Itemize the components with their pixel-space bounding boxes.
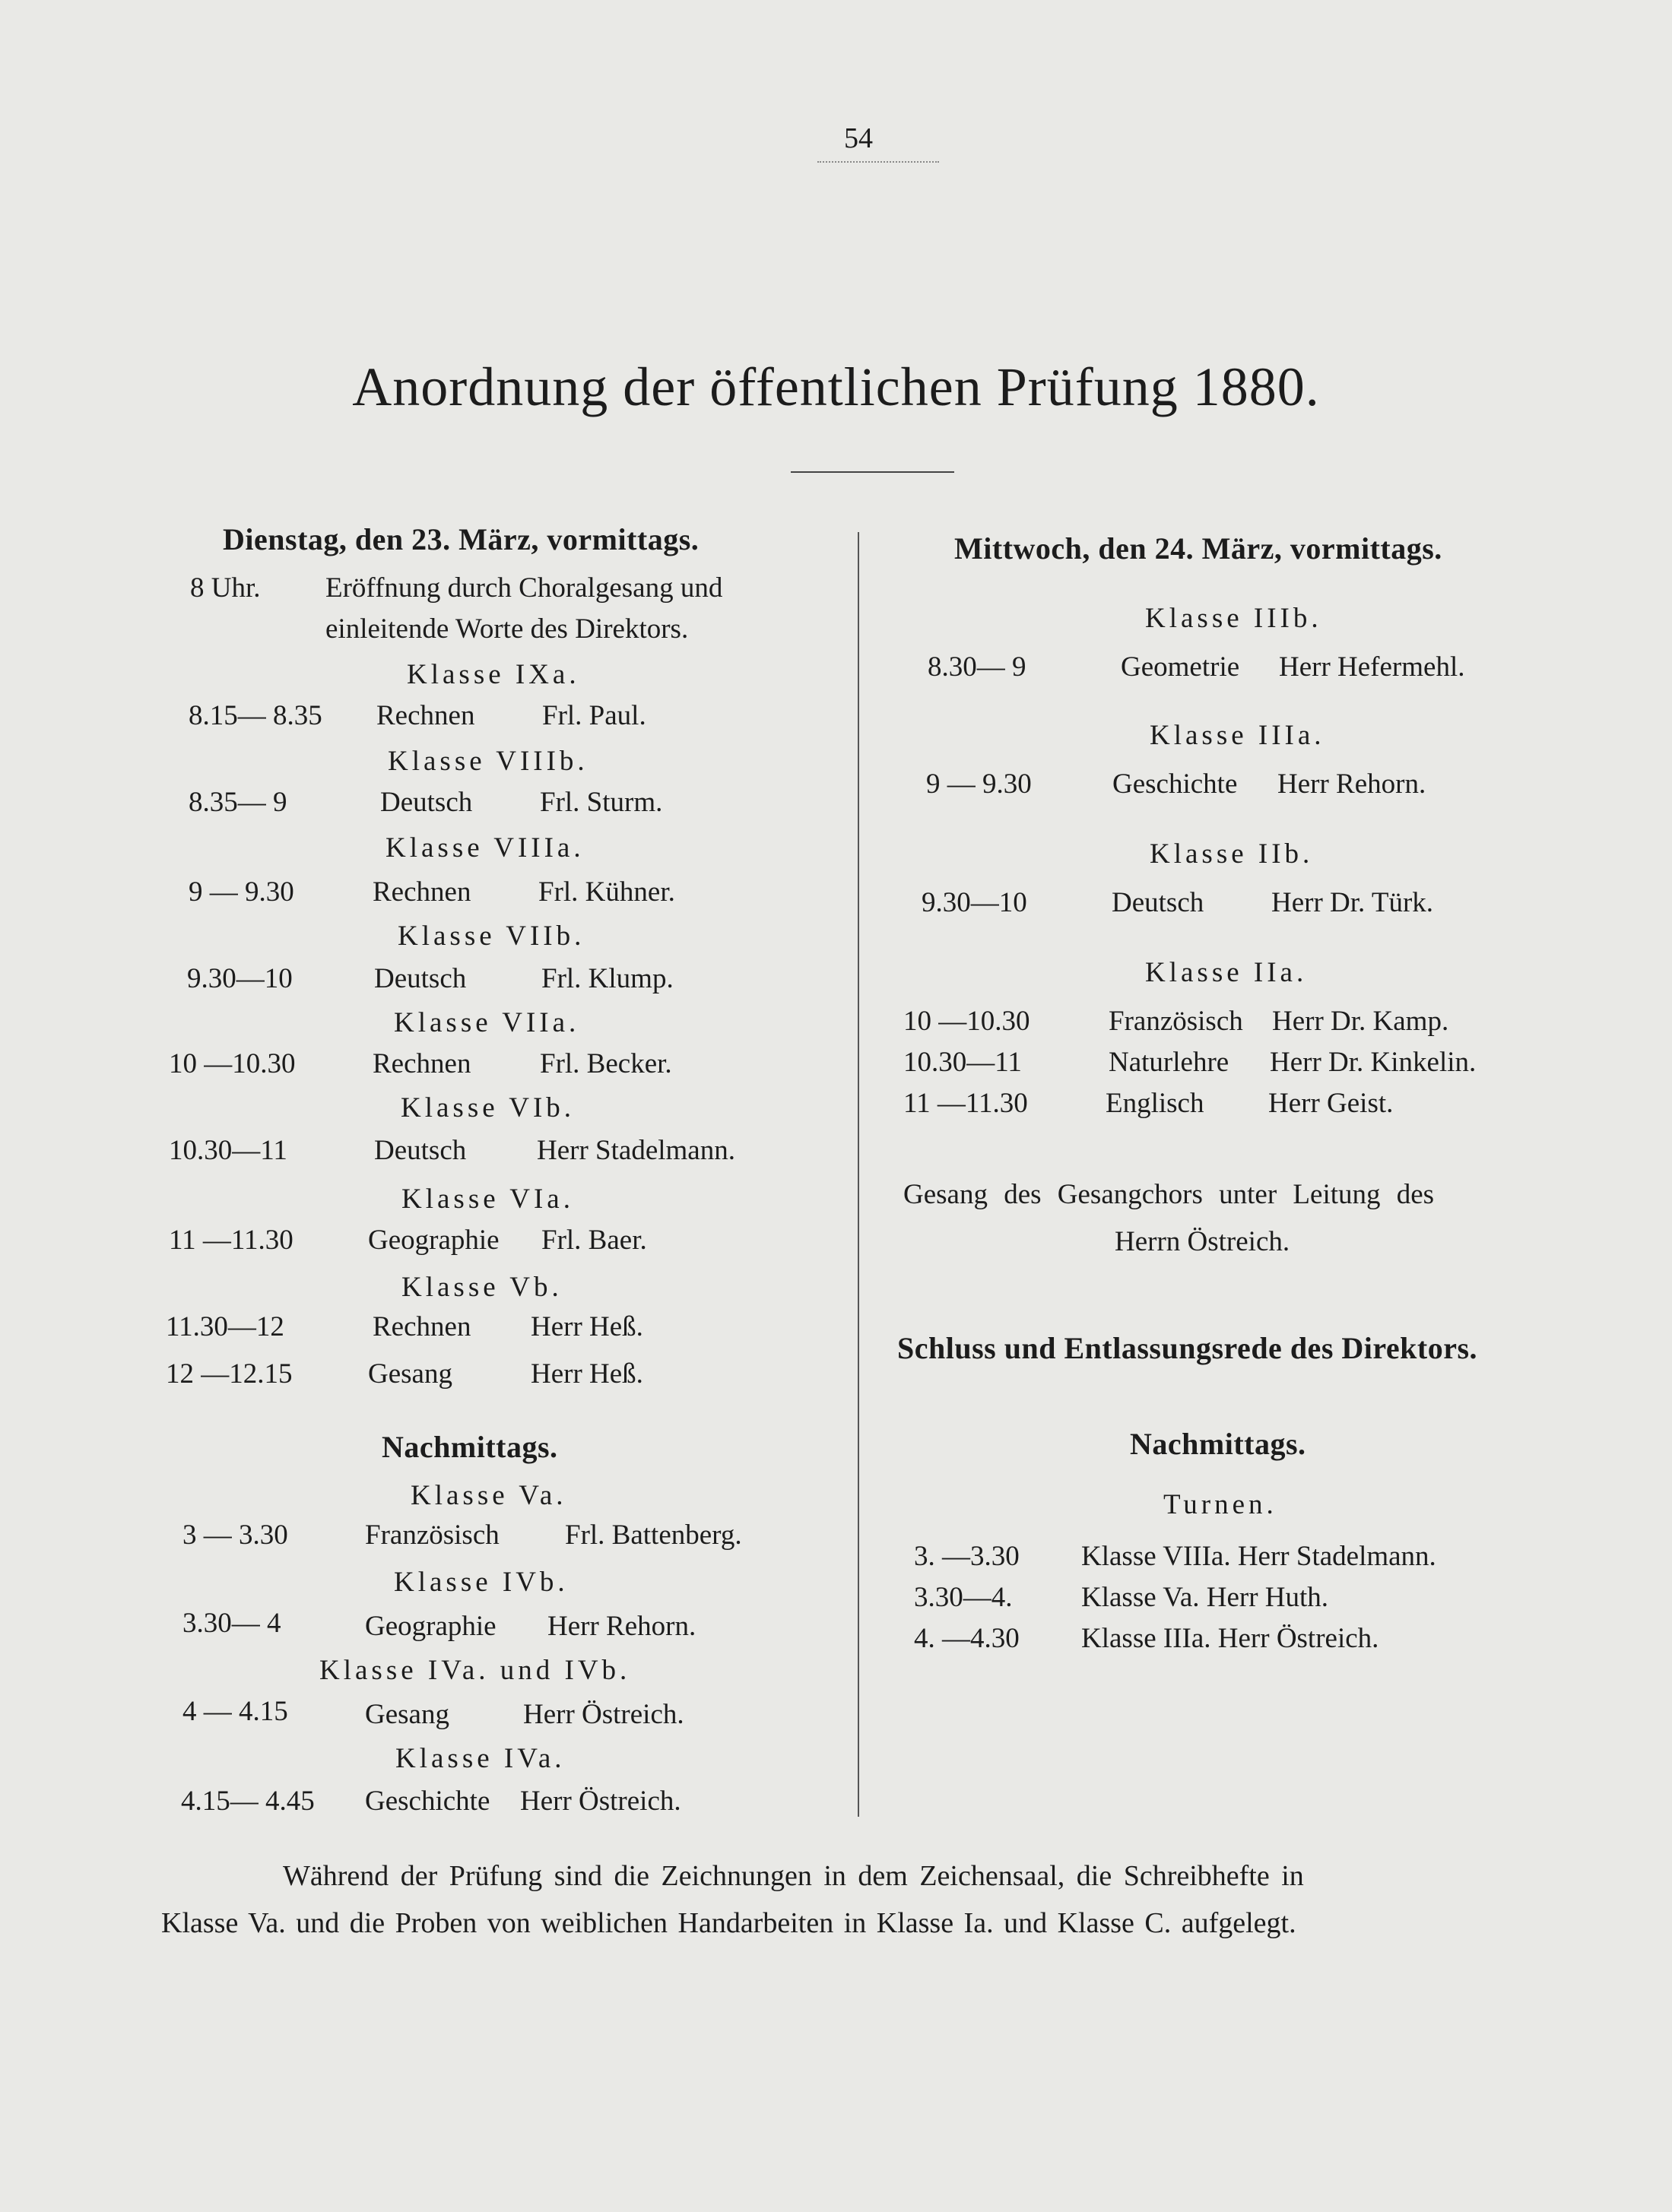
- teacher: Herr Dr. Kinkelin.: [1270, 1047, 1477, 1078]
- subject: Deutsch: [380, 787, 473, 818]
- teacher: Herr Dr. Türk.: [1271, 887, 1434, 918]
- time-slot: 3 — 3.30: [182, 1520, 288, 1551]
- turnen-entry: Klasse Va. Herr Huth.: [1081, 1582, 1329, 1613]
- time-slot: 3. —3.30: [914, 1541, 1020, 1572]
- time-slot: 10.30—11: [903, 1047, 1022, 1078]
- intro-text-1: Eröffnung durch Choralgesang und: [325, 572, 723, 604]
- subject: Französisch: [365, 1520, 500, 1551]
- klasse-label: Klasse VIb.: [401, 1092, 576, 1123]
- subject: Rechnen: [373, 876, 471, 908]
- klasse-label: Klasse Vb.: [401, 1272, 563, 1303]
- time-slot: 8.30— 9: [928, 651, 1026, 683]
- time-slot: 10.30—11: [169, 1135, 287, 1166]
- teacher: Herr Rehorn.: [547, 1611, 696, 1642]
- klasse-label: Klasse VIIb.: [398, 921, 585, 952]
- subject: Deutsch: [374, 1135, 467, 1166]
- time-slot: 12 —12.15: [166, 1358, 293, 1390]
- teacher: Herr Dr. Kamp.: [1272, 1006, 1449, 1037]
- subject: Gesang: [365, 1699, 449, 1730]
- klasse-label: Klasse IIIa.: [1150, 720, 1325, 751]
- klasse-label: Klasse Va.: [411, 1480, 567, 1511]
- time-slot: 3.30—4.: [914, 1582, 1013, 1613]
- time-slot: 10 —10.30: [169, 1048, 296, 1079]
- klasse-label: Klasse VIa.: [401, 1184, 574, 1215]
- teacher: Herr Heß.: [531, 1311, 643, 1342]
- klasse-label: Klasse IIIb.: [1145, 603, 1322, 634]
- subject: Rechnen: [373, 1048, 471, 1079]
- teacher: Herr Stadelmann.: [537, 1135, 735, 1166]
- gesang-line-1: Gesang des Gesangchors unter Leitung des: [903, 1179, 1435, 1210]
- time-slot: 4. —4.30: [914, 1623, 1020, 1654]
- teacher: Herr Östreich.: [520, 1786, 681, 1817]
- right-heading: Mittwoch, den 24. März, vormittags.: [954, 531, 1442, 566]
- time-slot: 10 —10.30: [903, 1006, 1030, 1037]
- teacher: Frl. Baer.: [541, 1225, 647, 1256]
- subject: Geschichte: [365, 1786, 490, 1817]
- subject: Gesang: [368, 1358, 452, 1390]
- time-slot: 8.35— 9: [189, 787, 287, 818]
- intro-text-2: einleitende Worte des Direktors.: [325, 613, 689, 645]
- teacher: Frl. Kühner.: [538, 876, 675, 908]
- teacher: Frl. Klump.: [541, 963, 674, 994]
- time-slot: 11 —11.30: [903, 1088, 1028, 1119]
- page-title: Anordnung der öffentlichen Prüfung 1880.: [352, 357, 1320, 417]
- left-heading: Dienstag, den 23. März, vormittags.: [223, 522, 700, 556]
- klasse-label: Klasse IIb.: [1150, 838, 1314, 870]
- time-slot: 9 — 9.30: [189, 876, 294, 908]
- klasse-label: Klasse VIIIb.: [388, 746, 589, 777]
- subject: Geographie: [368, 1225, 500, 1256]
- page-number: 54: [844, 122, 873, 154]
- time-slot: 9.30—10: [922, 887, 1027, 918]
- time-slot: 9.30—10: [187, 963, 293, 994]
- time-slot: 4.15— 4.45: [181, 1786, 315, 1817]
- time-slot: 11.30—12: [166, 1311, 284, 1342]
- footer-line-1: Während der Prüfung sind die Zeichnungen in dem Zeichensaal, die Schreibhefte in: [283, 1860, 1304, 1892]
- subject: Geometrie: [1121, 651, 1240, 683]
- klasse-label: Klasse VIIIa.: [385, 832, 585, 864]
- klasse-label: Klasse IVa.: [395, 1743, 566, 1774]
- teacher: Herr Östreich.: [523, 1699, 684, 1730]
- left-afternoon-heading: Nachmittags.: [382, 1430, 558, 1464]
- turnen-entry: Klasse VIIIa. Herr Stadelmann.: [1081, 1541, 1436, 1572]
- right-afternoon-heading: Nachmittags.: [1130, 1427, 1306, 1461]
- teacher: Herr Hefermehl.: [1279, 651, 1465, 683]
- subject: Deutsch: [1112, 887, 1204, 918]
- teacher: Frl. Sturm.: [540, 787, 663, 818]
- footer-line-2: Klasse Va. und die Proben von weiblichen Handarbeiten in Klasse Ia. und Klasse C. aufgelegt.: [161, 1907, 1296, 1939]
- time-slot: 4 — 4.15: [182, 1696, 288, 1727]
- time-slot: 9 — 9.30: [926, 768, 1032, 800]
- time-slot: 8.15— 8.35: [189, 700, 322, 731]
- turnen-label: Turnen.: [1163, 1489, 1277, 1520]
- gesang-line-2: Herrn Östreich.: [1115, 1226, 1290, 1257]
- subject: Französisch: [1109, 1006, 1243, 1037]
- subject: Geschichte: [1112, 768, 1238, 800]
- turnen-entry: Klasse IIIa. Herr Östreich.: [1081, 1623, 1379, 1654]
- klasse-label: Klasse IVb.: [394, 1567, 569, 1598]
- subject: Englisch: [1106, 1088, 1204, 1119]
- klasse-label: Klasse VIIa.: [394, 1007, 580, 1038]
- intro-time: 8 Uhr.: [190, 572, 261, 604]
- time-slot: 3.30— 4: [182, 1608, 281, 1639]
- teacher: Frl. Becker.: [540, 1048, 672, 1079]
- subject: Rechnen: [373, 1311, 471, 1342]
- klasse-label: Klasse IIa.: [1145, 957, 1308, 988]
- klasse-label: Klasse IXa.: [407, 659, 580, 690]
- column-divider: [858, 532, 859, 1817]
- teacher: Frl. Paul.: [542, 700, 646, 731]
- subject: Rechnen: [376, 700, 475, 731]
- teacher: Herr Heß.: [531, 1358, 643, 1390]
- time-slot: 11 —11.30: [169, 1225, 293, 1256]
- title-divider: [791, 471, 954, 473]
- klasse-label: Klasse IVa. und IVb.: [319, 1655, 631, 1686]
- teacher: Herr Geist.: [1268, 1088, 1394, 1119]
- subject: Naturlehre: [1109, 1047, 1229, 1078]
- subject: Geographie: [365, 1611, 497, 1642]
- teacher: Herr Rehorn.: [1277, 768, 1426, 800]
- teacher: Frl. Battenberg.: [565, 1520, 742, 1551]
- page-number-rule: [817, 161, 939, 163]
- schluss-line: Schluss und Entlassungsrede des Direktors.: [897, 1331, 1478, 1365]
- subject: Deutsch: [374, 963, 467, 994]
